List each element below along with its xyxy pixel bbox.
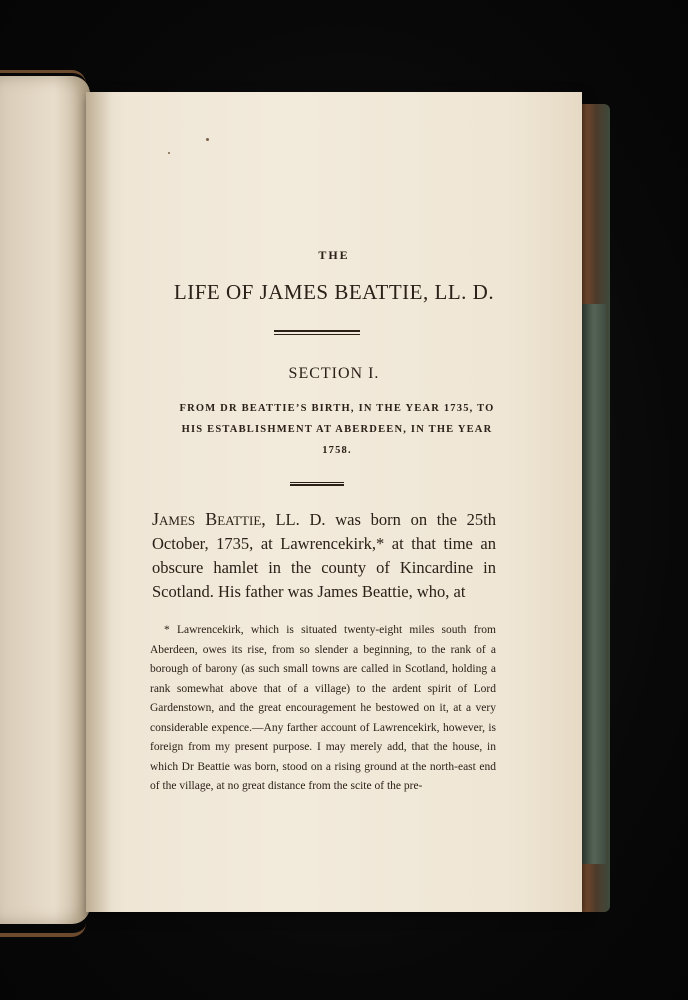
cloth-spine — [582, 304, 606, 864]
body-paragraph — [152, 507, 496, 604]
left-page — [0, 76, 90, 924]
section-heading: SECTION I. — [288, 365, 380, 382]
foxing-spot — [206, 138, 209, 141]
body-text: LL. D. was born on the 25th October, 1735, at Lawrencekirk,* at that time an obscure hamlet in the county of Kincardine in Scotland. His father was James Beattie, who, at — [152, 510, 496, 601]
right-page — [86, 92, 582, 912]
section-subheading: FROM DR BEATTIE’S BIRTH, IN THE YEAR 1735, TO HIS ESTABLISHMENT AT ABERDEEN, IN THE YEAR 1758. — [179, 403, 495, 456]
page-title: LIFE OF JAMES BEATTIE, LL. D. — [173, 280, 495, 304]
foxing-spot — [168, 152, 170, 154]
section-rule — [290, 482, 344, 486]
footnote — [150, 621, 496, 797]
title-rule — [274, 330, 360, 335]
body-lead-name: James Beattie, — [152, 509, 266, 529]
heading-the: THE — [318, 248, 350, 262]
footnote-text: * Lawrencekirk, which is situated twenty-eight miles south from Aberdeen, owes its rise, from so slender a beginning, to the rank of a borough of barony (as such small towns are called in Scotland, holding a rank somewhat above that of a village) to the ardent spirit of Lord Gardenstown, and the great encouragement he bestowed on it, at a very considerable expence.—Any farther account of Lawrencekirk, however, is foreign from my present purpose. I may merely add, that the house, in which Dr Beattie was born, stood on a rising ground at the north-east end of the village, at no great distance from the scite of the pre- — [150, 624, 496, 792]
